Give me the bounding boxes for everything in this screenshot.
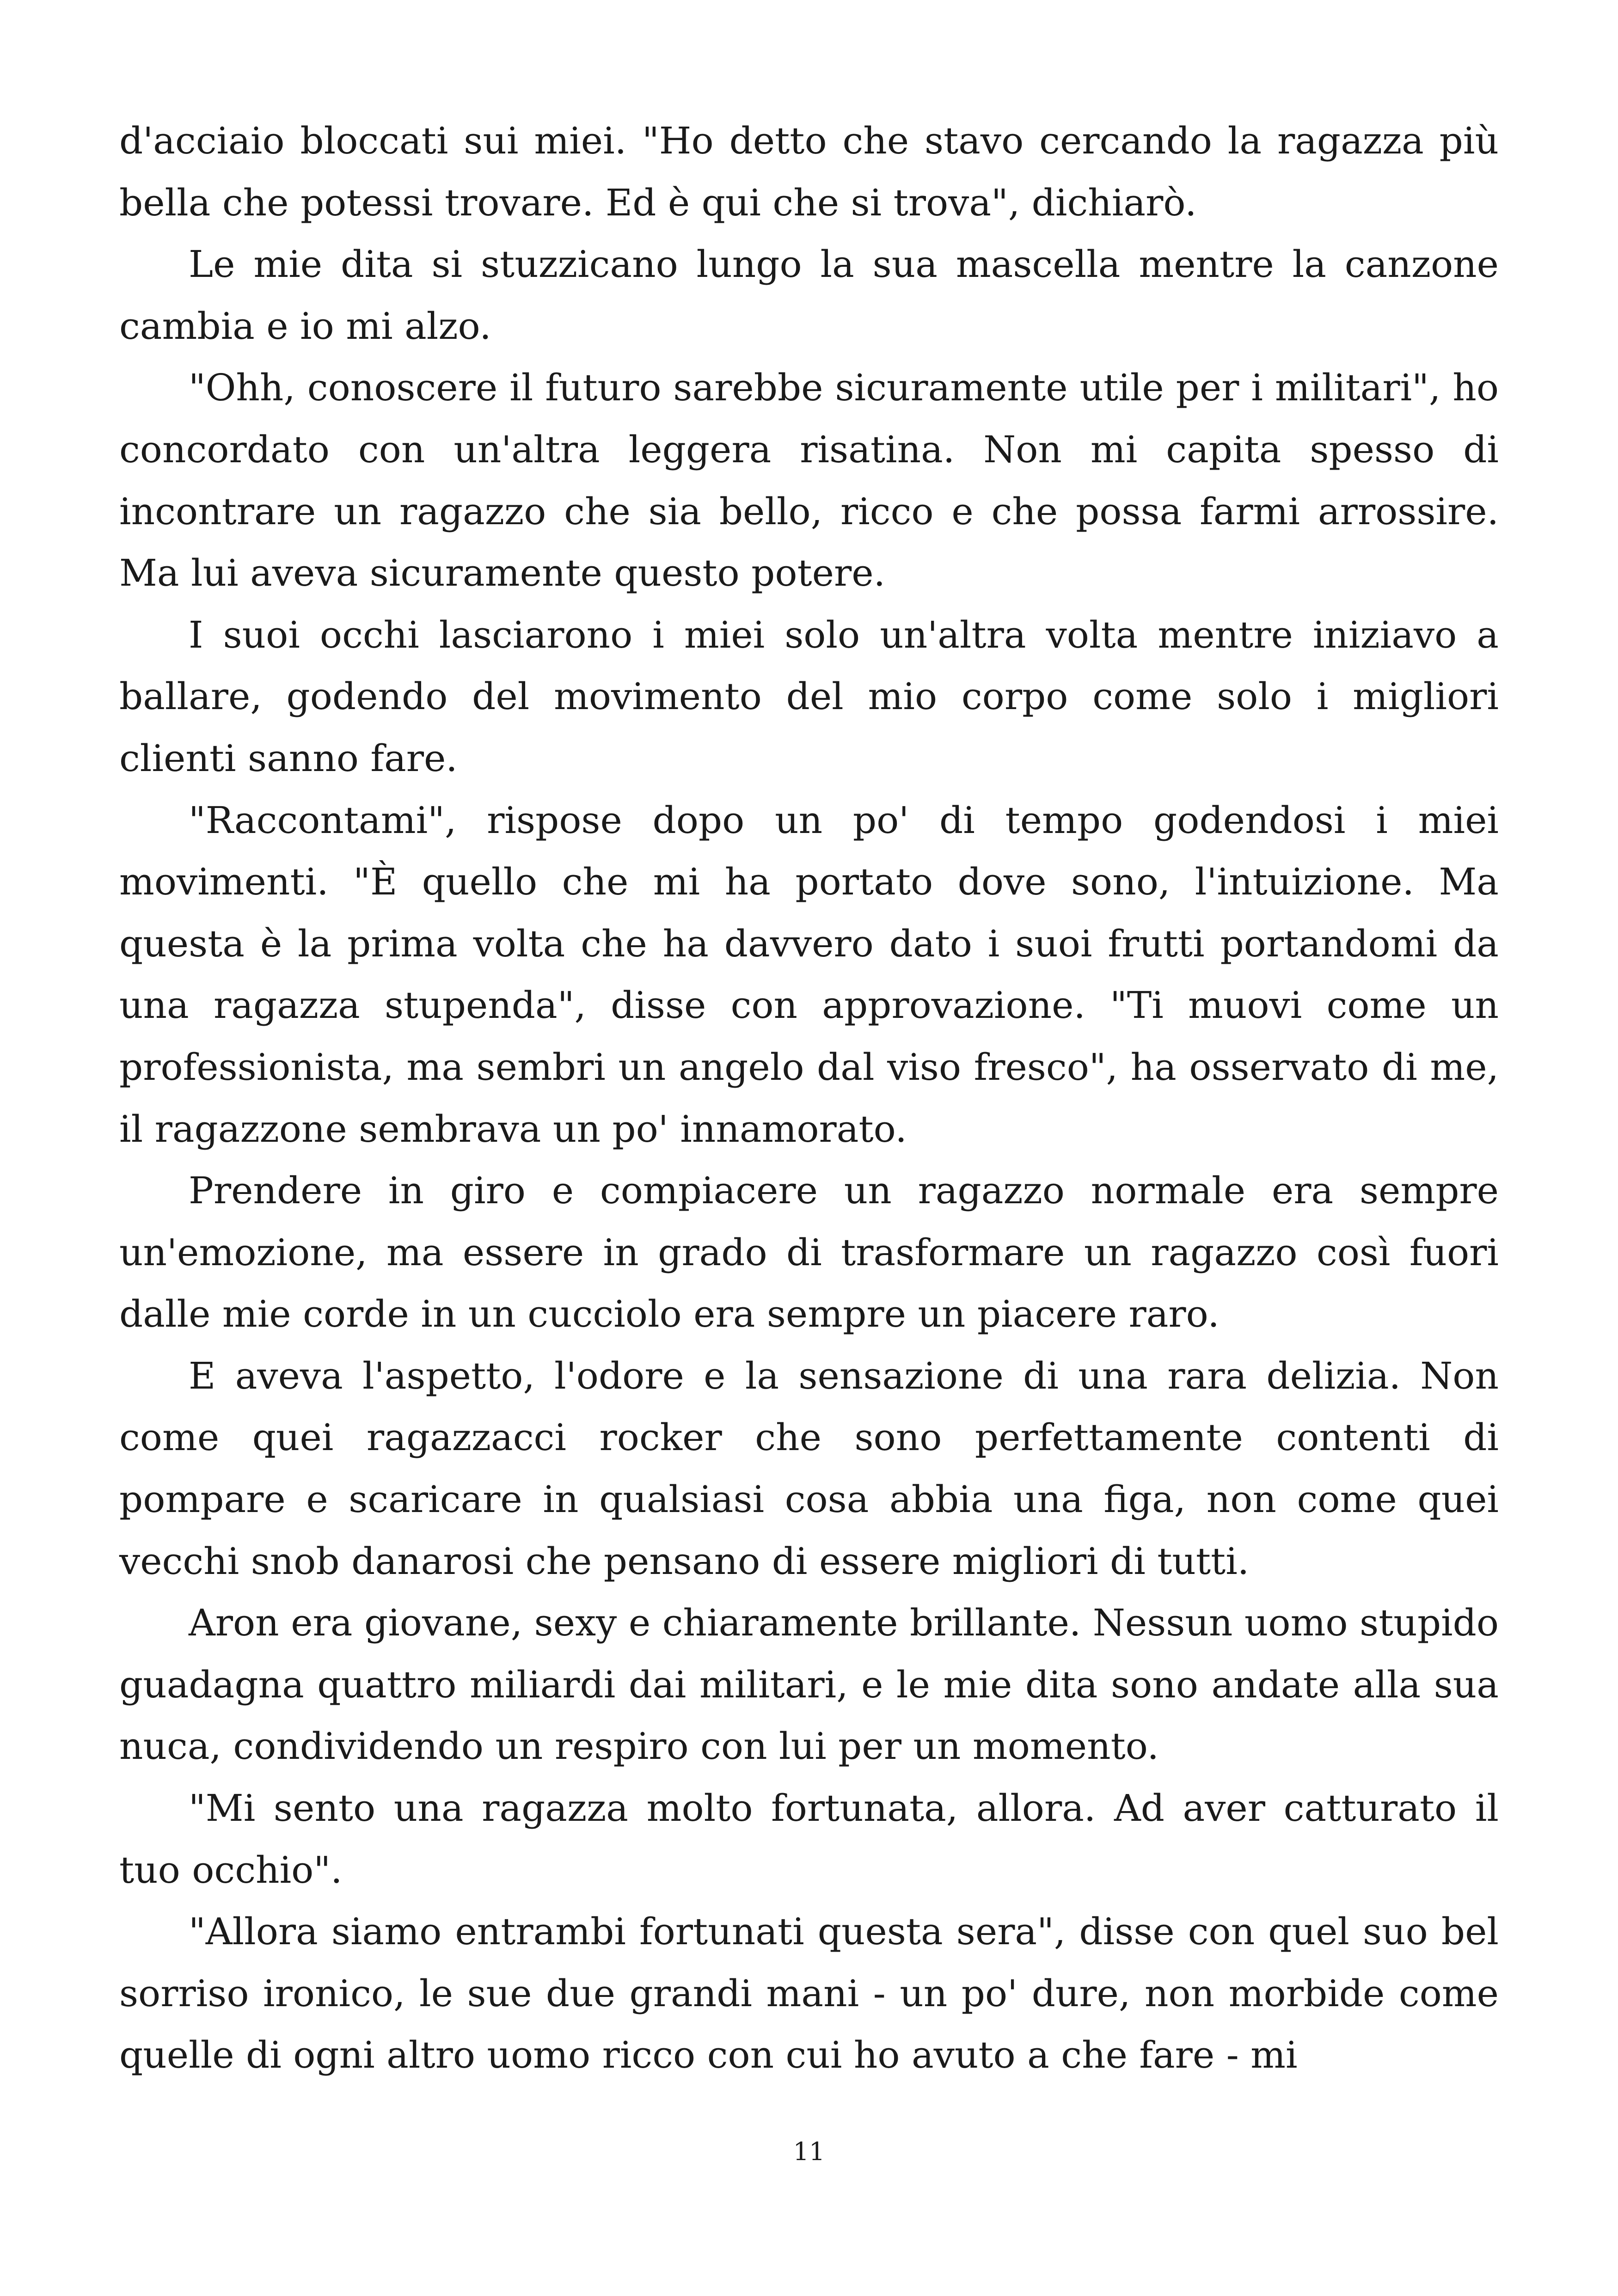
paragraph: d'acciaio bloccati sui miei. "Ho detto che stavo cercando la ragazza più bella che potessi trovare. Ed è qui che si trova", dichiarò. [119, 119, 1499, 224]
body-text [119, 110, 1499, 2086]
paragraph: Le mie dita si stuzzicano lungo la sua mascella mentre la canzone cambia e io mi alzo. [119, 243, 1499, 348]
paragraph: "Allora siamo entrambi fortunati questa sera", disse con quel suo bel sorriso ironico, le sue due grandi mani - un po' dure, non morbide come quelle di ogni altro uomo ricco con cui ho avuto a che fare - mi [119, 1910, 1499, 2077]
paragraph: E aveva l'aspetto, l'odore e la sensazione di una rara delizia. Non come quei ragazzacci rocker che sono perfettamente contenti di pompare e scaricare in qualsiasi cosa abbia una figa, non come quei vecchi snob danarosi che pensano di essere migliori di tutti. [119, 1354, 1499, 1583]
paragraph: Prendere in giro e compiacere un ragazzo normale era sempre un'emozione, ma essere in grado di trasformare un ragazzo così fuori dalle mie corde in un cucciolo era sempre un piacere raro. [119, 1169, 1499, 1336]
paragraph: "Mi sento una ragazza molto fortunata, allora. Ad aver catturato il tuo occhio". [119, 1787, 1499, 1892]
paragraph: I suoi occhi lasciarono i miei solo un'altra volta mentre iniziavo a ballare, godendo del movimento del mio corpo come solo i migliori clienti sanno fare. [119, 613, 1499, 780]
paragraph: "Raccontami", rispose dopo un po' di tempo godendosi i miei movimenti. "È quello che mi ha portato dove sono, l'intuizione. Ma questa è la prima volta che ha davvero dato i suoi frutti portandomi da una ragazza stupenda", disse con approvazione. "Ti muovi come un professionista, ma sembri un angelo dal viso fresco", ha osservato di me, il ragazzone sembrava un po' innamorato. [119, 798, 1499, 1151]
page-number: 11 [793, 2137, 825, 2166]
paragraph: "Ohh, conoscere il futuro sarebbe sicuramente utile per i militari", ho concordato con un'altra leggera risatina. Non mi capita spesso di incontrare un ragazzo che sia bello, ricco e che possa farmi arrossire. Ma lui aveva sicuramente questo potere. [119, 366, 1499, 595]
paragraph: Aron era giovane, sexy e chiaramente brillante. Nessun uomo stupido guadagna quattro miliardi dai militari, e le mie dita sono andate alla sua nuca, condividendo un respiro con lui per un momento. [119, 1601, 1499, 1768]
